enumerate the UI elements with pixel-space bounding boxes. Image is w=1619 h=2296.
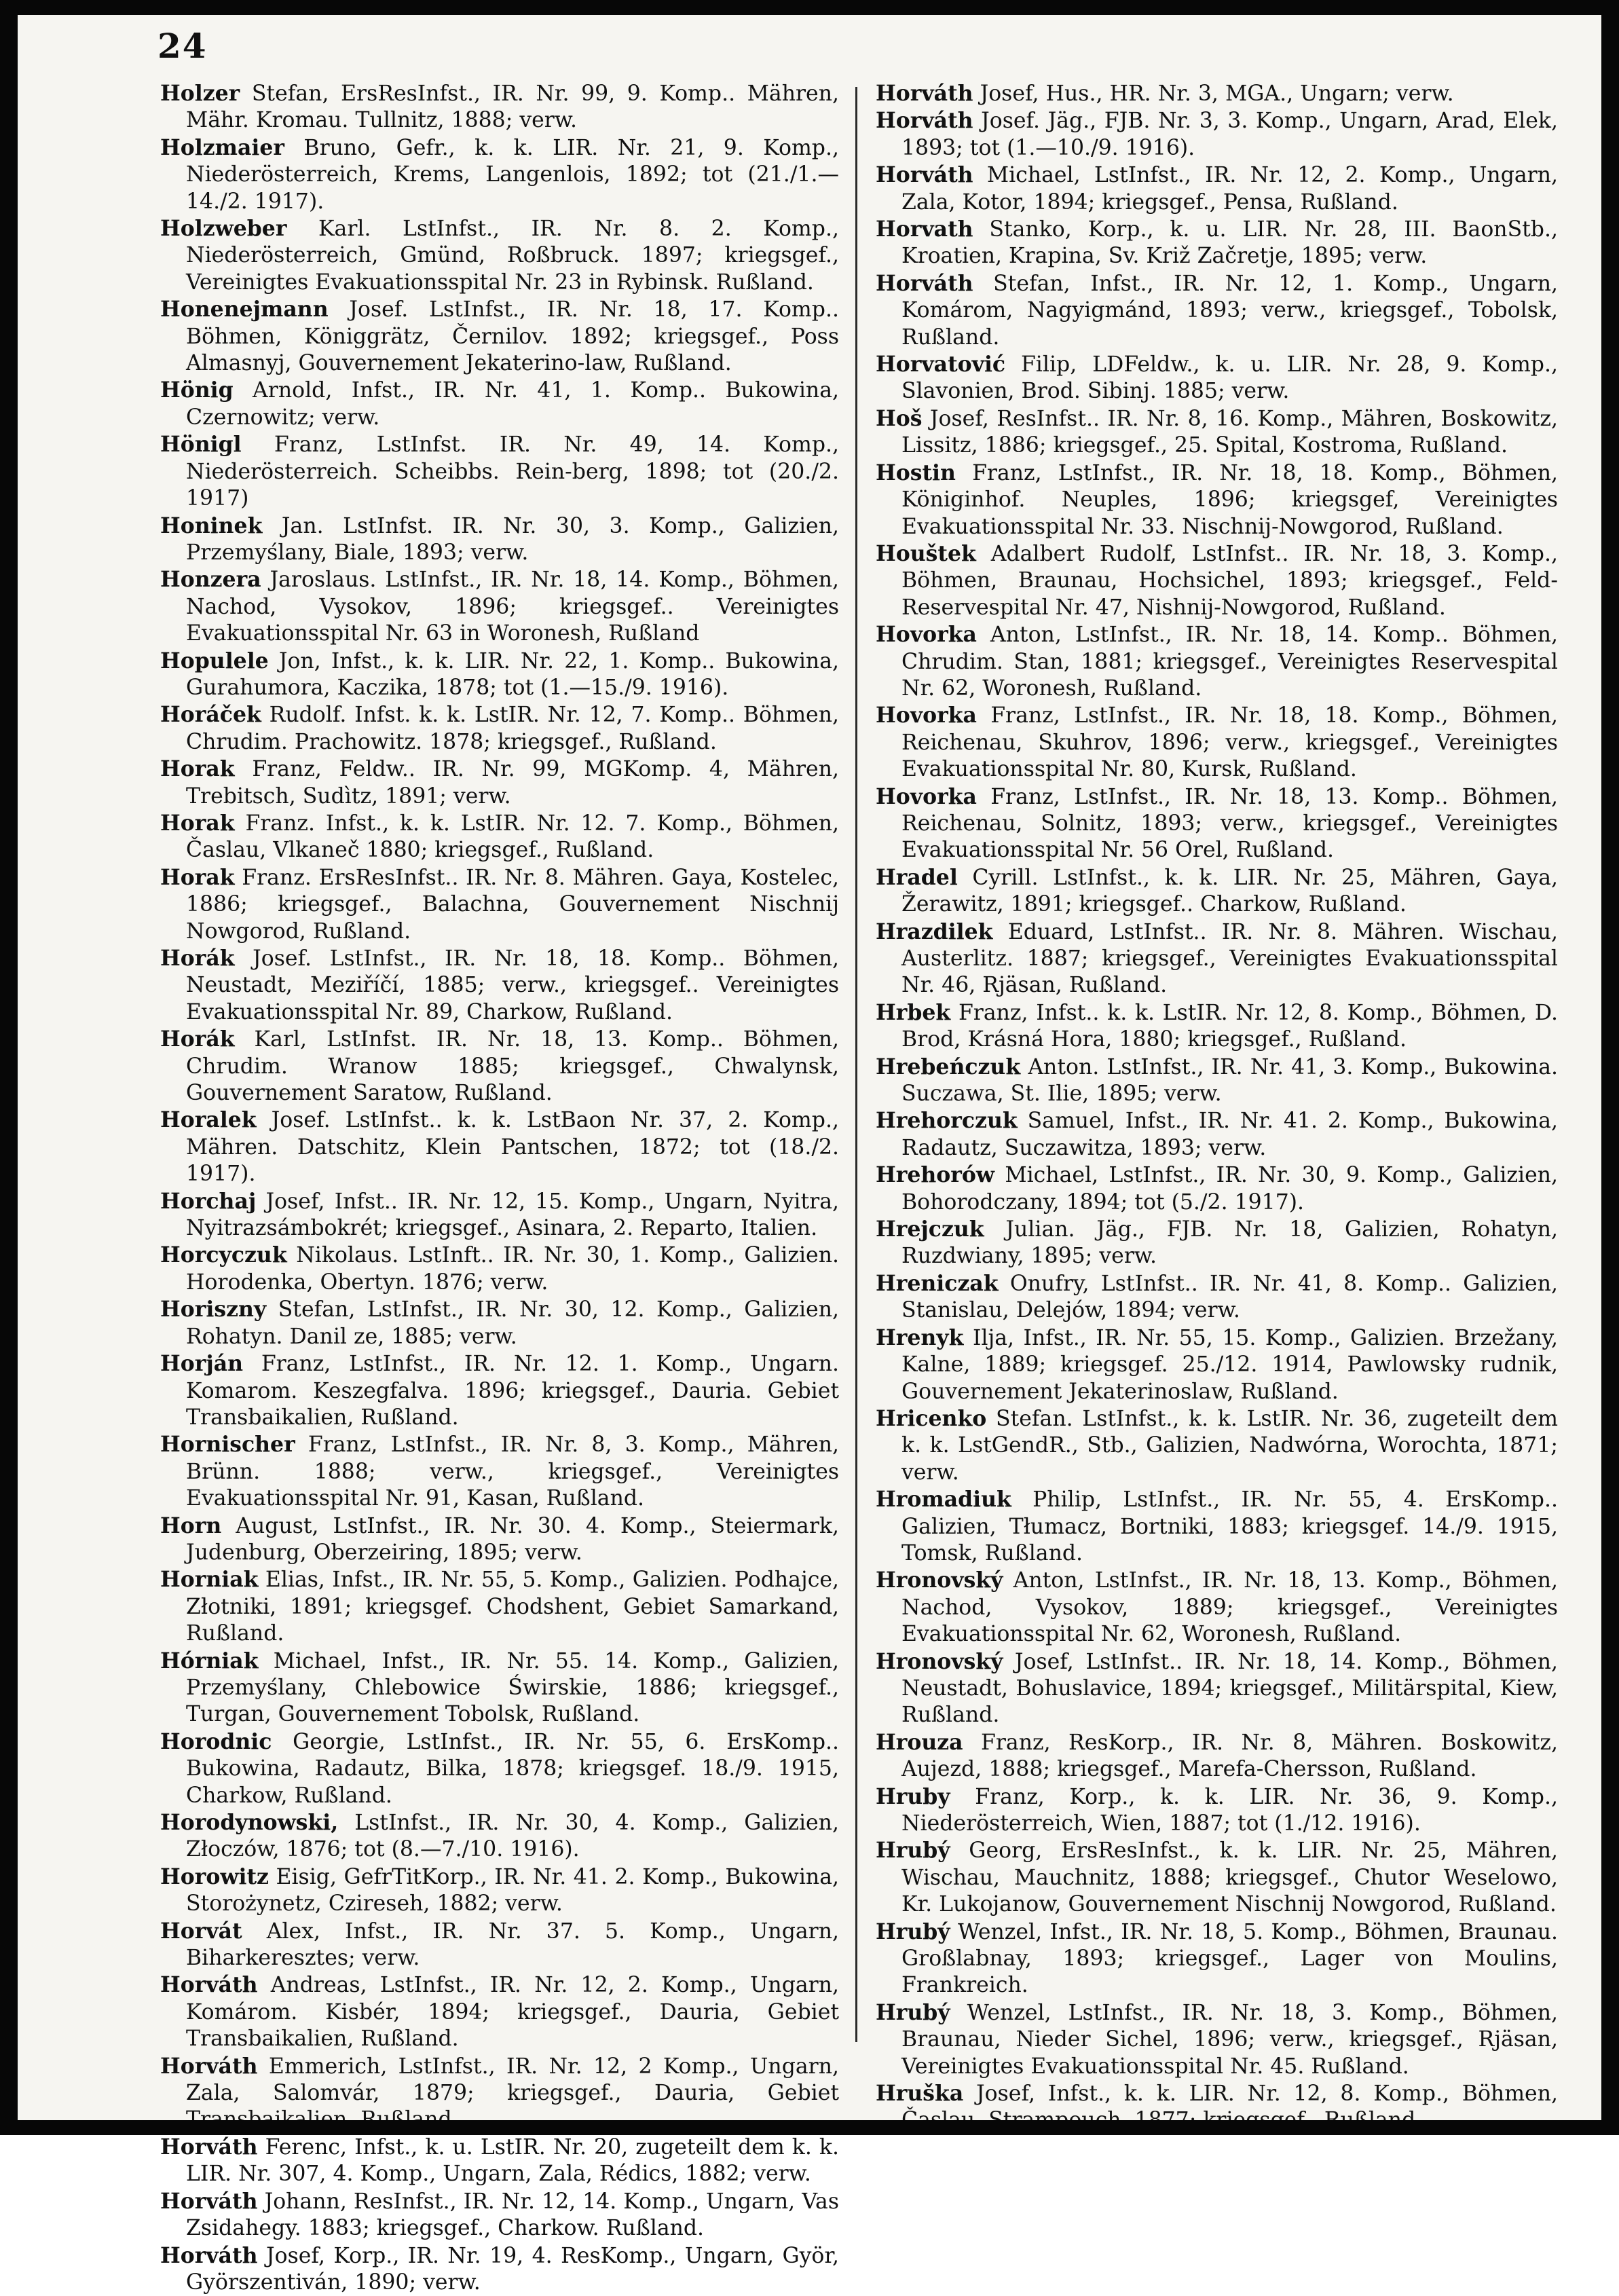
list-entry (876, 1837, 1558, 1918)
entry-details: Franz, Korp., k. k. LIR. Nr. 36, 9. Komp., Niederösterreich, Wien, 1887; tot (1./12. 1916). (901, 1785, 1558, 1836)
entry-name: Hreniczak (876, 1271, 999, 1296)
entry-details: Arnold, Infst., IR. Nr. 41, 1. Komp.. Bukowina, Czernowitz; verw. (186, 378, 839, 429)
list-entry (876, 621, 1558, 702)
entry-details: Georg, ErsResInfst., k. k. LIR. Nr. 25, Mähren, Wischau, Mauchnitz, 1888; kriegsgef., Chutor Weselowo, Kr. Lukojanow, Gouvernement Nischnij Nowgorod, Rußland. (901, 1838, 1558, 1917)
entry-details: Rudolf. Infst. k. k. LstIR. Nr. 12, 7. Komp.. Böhmen, Chrudim. Prachowitz. 1878; kriegsgef., Rußland. (186, 703, 839, 754)
entry-name: Hrbek (876, 1000, 950, 1025)
list-entry (876, 1999, 1558, 2080)
entry-details: Anton, LstInfst., IR. Nr. 18, 13. Komp., Böhmen, Nachod, Vysokov, 1889; kriegsgef., Vereinigtes Evakuationsspital Nr. 62, Woronesh, Rußland. (901, 1568, 1558, 1646)
entry-name: Horak (160, 756, 235, 781)
entry-details: August, LstInfst., IR. Nr. 30. 4. Komp., Steiermark, Judenburg, Oberzeiring, 1895; verw. (186, 1514, 839, 1565)
list-entry (876, 540, 1558, 621)
entry-details: Philip, LstInfst., IR. Nr. 55, 4. ErsKomp.. Galizien, Tłumacz, Bortniki, 1883; kriegsgef. 14./9. 1915, Tomsk, Rußland. (901, 1487, 1558, 1566)
entry-details: Stefan, Infst., IR. Nr. 12, 1. Komp., Ungarn, Komárom, Nagyigmánd, 1893; verw., kriegsgef., Tobolsk, Rußland. (901, 272, 1558, 350)
entry-details: Franz. Infst., k. k. LstIR. Nr. 12. 7. Komp., Böhmen, Časlau, Vlkaneč 1880; kriegsgef., Rußland. (186, 811, 839, 862)
entry-details: Jan. LstInfst. IR. Nr. 30, 3. Komp., Galizien, Przemyślany, Biale, 1893; verw. (186, 514, 839, 565)
entry-name: Horváth (160, 2054, 258, 2079)
list-entry (160, 1648, 839, 1728)
entry-name: Horvatović (876, 352, 1005, 377)
entry-name: Horn (160, 1513, 221, 1538)
list-entry (160, 2188, 839, 2242)
entry-details: Elias, Infst., IR. Nr. 55, 5. Komp., Galizien. Podhajce, Złotniki, 1891; kriegsgef. Chodshent, Gebiet Samarkand, Rußland. (186, 1568, 839, 1646)
entry-name: Horodnic (160, 1729, 272, 1754)
entry-details: Anton. LstInfst., IR. Nr. 41, 3. Komp., Bukowina. Suczawa, St. Ilie, 1895; verw. (901, 1055, 1558, 1106)
entry-details: Samuel, Infst., IR. Nr. 41. 2. Komp., Bukowina, Radautz, Suczawitza, 1893; verw. (901, 1109, 1558, 1160)
entry-name: Holzer (160, 81, 240, 106)
entry-name: Hovorka (876, 784, 977, 809)
entry-name: Horcyczuk (160, 1242, 287, 1267)
entry-details: Franz, LstInfst., IR. Nr. 18, 18. Komp., Böhmen, Reichenau, Skuhrov, 1896; verw., kriegsgef., Vereinigtes Evakuationsspital Nr. 80, Kursk, Rußland. (901, 703, 1558, 781)
list-entry (160, 1350, 839, 1431)
entry-name: Horváth (876, 162, 973, 187)
entry-name: Hönigl (160, 432, 242, 457)
list-entry (876, 270, 1558, 351)
left-column (160, 80, 839, 2296)
list-entry (160, 2134, 839, 2188)
entry-details: Karl, LstInfst. IR. Nr. 18, 13. Komp.. Böhmen, Chrudim. Wranow 1885; kriegsgef., Chwalynsk, Gouvernement Saratow, Rußland. (186, 1027, 839, 1105)
entry-details: Bruno, Gefr., k. k. LIR. Nr. 21, 9. Komp., Niederösterreich, Krems, Langenlois, 1892; tot (21./1.—14./2. 1917). (186, 136, 839, 214)
entry-details: Eisig, GefrTitKorp., IR. Nr. 41. 2. Komp., Bukowina, Storożynetz, Czireseh, 1882; verw. (186, 1865, 839, 1916)
entry-details: Franz, Feldw.. IR. Nr. 99, MGKomp. 4, Mähren, Trebitsch, Sudìtz, 1891; verw. (186, 757, 839, 808)
entry-details: Ferenc, Infst., k. u. LstIR. Nr. 20, zugeteilt dem k. k. LIR. Nr. 307, 4. Komp., Ungarn, Zala, Rédics, 1882; verw. (186, 2135, 839, 2186)
entry-name: Horváth (160, 1972, 258, 1997)
entry-name: Horalek (160, 1107, 257, 1132)
entry-name: Horák (160, 1026, 235, 1052)
entry-name: Horak (160, 811, 235, 836)
entry-name: Hrehorczuk (876, 1108, 1018, 1133)
list-entry (876, 80, 1558, 107)
list-entry (160, 864, 839, 945)
entry-name: Hronovský (876, 1649, 1003, 1674)
entry-details: Franz, LstInfst., IR. Nr. 8, 3. Komp., Mähren, Brünn. 1888; verw., kriegsgef., Vereinigtes Evakuationsspital Nr. 91, Kasan, Rußland. (186, 1432, 839, 1511)
entry-name: Hrejczuk (876, 1217, 984, 1242)
entry-details: Johann, ResInfst., IR. Nr. 12, 14. Komp., Ungarn, Vas Zsidahegy. 1883; kriegsgef., Charkow. Rußland. (186, 2189, 839, 2240)
list-entry (876, 1054, 1558, 1108)
entry-name: Horvath (876, 217, 973, 242)
entry-details: Franz, LstInfst., IR. Nr. 18, 18. Komp., Böhmen, Königinhof. Neuples, 1896; kriegsgef, Vereinigtes Evakuationsspital Nr. 33. Nischnij-Nowgorod, Rußland. (901, 461, 1558, 539)
entry-details: Julian. Jäg., FJB. Nr. 18, Galizien, Rohatyn, Ruzdwiany, 1895; verw. (901, 1217, 1558, 1268)
entry-details: Franz, ResKorp., IR. Nr. 8, Mähren. Boskowitz, Aujezd, 1888; kriegsgef., Marefa-Chersson, Rußland. (901, 1730, 1558, 1781)
list-entry (160, 215, 839, 296)
entry-details: Stefan, LstInfst., IR. Nr. 30, 12. Komp., Galizien, Rohatyn. Danil ze, 1885; verw. (186, 1297, 839, 1348)
page-number: 24 (157, 26, 208, 66)
list-entry (160, 1242, 839, 1296)
list-entry (876, 1783, 1558, 1838)
entry-name: Hrouza (876, 1730, 963, 1755)
entry-name: Horváth (876, 271, 973, 296)
entry-name: Hromadiuk (876, 1487, 1011, 1512)
entry-details: Onufry, LstInfst.. IR. Nr. 41, 8. Komp.. Galizien, Stanislau, Delejów, 1894; verw. (901, 1272, 1558, 1322)
list-entry (160, 1918, 839, 1972)
entry-details: Josef, ResInfst.. IR. Nr. 8, 16. Komp., Mähren, Boskowitz, Lissitz, 1886; kriegsgef., 25. Spital, Kostroma, Rußland. (901, 407, 1558, 458)
entry-name: Horváth (876, 81, 973, 106)
list-entry (876, 864, 1558, 919)
entry-name: Hruška (876, 2081, 963, 2106)
entry-name: Horáček (160, 702, 261, 727)
entry-details: Eduard, LstInfst.. IR. Nr. 8. Mähren. Wischau, Austerlitz. 1887; kriegsgef., Vereinigtes Evakuationsspital Nr. 46, Rjäsan, Rußland. (901, 920, 1558, 998)
list-entry (876, 162, 1558, 216)
entry-details: Anton, LstInfst., IR. Nr. 18, 14. Komp.. Böhmen, Chrudim. Stan, 1881; kriegsgef., Vereinigtes Reservespital Nr. 62, Woronesh, Rußland. (901, 623, 1558, 701)
entry-name: Hronovský (876, 1568, 1003, 1593)
entry-name: Hornischer (160, 1432, 295, 1457)
entry-details: Josef, Hus., HR. Nr. 3, MGA., Ungarn; verw. (980, 81, 1454, 106)
list-entry (160, 2242, 839, 2296)
entry-details: Andreas, LstInfst., IR. Nr. 12, 2. Komp., Ungarn, Komárom. Kisbér, 1894; kriegsgef., Dauria, Gebiet Transbaikalien, Rußland. (186, 1973, 839, 2051)
entry-details: Michael, LstInfst., IR. Nr. 12, 2. Komp., Ungarn, Zala, Kotor, 1894; kriegsgef., Pensa, Rußland. (901, 163, 1558, 214)
entry-details: Michael, Infst., IR. Nr. 55. 14. Komp., Galizien, Przemyślany, Chlebowice Świrskie, 1886; kriegsgef., Turgan, Gouvernement Tobolsk, Rußland. (186, 1649, 839, 1727)
entry-name: Horvát (160, 1919, 242, 1944)
entry-name: Hrehorów (876, 1162, 994, 1187)
list-entry (876, 2080, 1558, 2134)
list-entry (160, 566, 839, 647)
list-entry (160, 945, 839, 1026)
list-entry (160, 1864, 839, 1918)
entry-details: Josef, Infst., k. k. LIR. Nr. 12, 8. Komp., Böhmen, Časlau, Strampouch, 1877; kriegsgef., Rußland. (901, 2081, 1558, 2132)
right-column (876, 80, 1558, 2134)
entry-name: Horchaj (160, 1189, 256, 1214)
entry-details: Franz, LstInfst., IR. Nr. 12. 1. Komp., Ungarn. Komarom. Keszegfalva. 1896; kriegsgef., Dauria. Gebiet Transbaikalien, Rußland. (186, 1352, 839, 1430)
entry-details: Josef. LstInfst., IR. Nr. 18, 18. Komp.. Böhmen, Neustadt, Meziříčí, 1885; verw., kriegsgef.. Vereinigtes Evakuationsspital Nr. 89, Charkow, Rußland. (186, 946, 839, 1024)
entry-name: Horiszny (160, 1297, 266, 1322)
list-entry (876, 1325, 1558, 1405)
list-entry (876, 460, 1558, 540)
entry-name: Hopulele (160, 648, 269, 673)
entry-name: Hradel (876, 865, 958, 890)
list-entry (160, 756, 839, 810)
list-entry (876, 405, 1558, 460)
entry-name: Horodynowski, (160, 1810, 338, 1835)
list-entry (160, 1431, 839, 1512)
entry-name: Horváth (160, 2243, 258, 2268)
entry-details: Karl. LstInfst., IR. Nr. 8. 2. Komp., Niederösterreich, Gmünd, Roßbruck. 1897; kriegsgef., Vereinigtes Evakuationsspital Nr. 23 in Rybinsk. Rußland. (186, 217, 839, 295)
entry-name: Horváth (160, 2189, 258, 2214)
list-entry (876, 1162, 1558, 1216)
list-entry (160, 1026, 839, 1107)
entry-name: Hönig (160, 377, 234, 403)
entry-details: Franz, LstInfst., IR. Nr. 18, 13. Komp.. Böhmen, Reichenau, Solnitz, 1893; verw., kriegsgef., Vereinigtes Evakuationsspital Nr. 56 Orel, Rußland. (901, 785, 1558, 863)
entry-name: Hrenyk (876, 1325, 963, 1350)
entry-name: Horján (160, 1351, 243, 1376)
list-entry (160, 1809, 839, 1864)
list-entry (876, 1270, 1558, 1325)
entry-name: Hostin (876, 460, 956, 485)
entry-name: Holzmaier (160, 135, 284, 160)
list-entry (160, 1728, 839, 1809)
entry-details: Stefan, ErsResInfst., IR. Nr. 99, 9. Komp.. Mähren, Mähr. Kromau. Tullnitz, 1888; verw. (186, 81, 839, 132)
list-entry (160, 1296, 839, 1350)
list-entry (160, 296, 839, 377)
entry-name: Hrebeńczuk (876, 1054, 1020, 1079)
list-entry (876, 1567, 1558, 1648)
entry-details: Jaroslaus. LstInfst., IR. Nr. 18, 14. Komp., Böhmen, Nachod, Vysokov, 1896; kriegsgef.. Vereinigtes Evakuationsspital Nr. 63 in Woronesh, Rußland (186, 568, 839, 646)
entry-details: LstInfst., IR. Nr. 30, 4. Komp., Galizien, Złoczów, 1876; tot (8.—7./10. 1916). (186, 1811, 839, 1862)
entry-details: Josef. LstInfst., IR. Nr. 18, 17. Komp.. Böhmen, Königgrätz, Černilov. 1892; kriegsgef., Poss Almasnyj, Gouvernement Jekaterino-law, Rußland. (186, 297, 839, 375)
list-entry (160, 1971, 839, 2052)
list-entry (160, 1188, 839, 1242)
list-entry (160, 1513, 839, 1567)
list-entry (876, 351, 1558, 405)
entry-details: Alex, Infst., IR. Nr. 37. 5. Komp., Ungarn, Biharkeresztes; verw. (186, 1919, 839, 1970)
list-entry (876, 1919, 1558, 1999)
entry-details: Franz, LstInfst. IR. Nr. 49, 14. Komp., Niederösterreich. Scheibbs. Rein-berg, 1898; tot (20./2. 1917) (186, 432, 839, 511)
entry-details: Filip, LDFeldw., k. u. LIR. Nr. 28, 9. Komp., Slavonien, Brod. Sibinj. 1885; verw. (901, 352, 1558, 403)
list-entry (876, 702, 1558, 783)
list-entry (160, 134, 839, 215)
entry-name: Horváth (160, 2134, 258, 2160)
list-entry (876, 1405, 1558, 1486)
entry-details: Cyrill. LstInfst., k. k. LIR. Nr. 25, Mähren, Gaya, Žerawitz, 1891; kriegsgef.. Charkow, Rußland. (901, 866, 1558, 916)
entry-details: Georgie, LstInfst., IR. Nr. 55, 6. ErsKomp.. Bukowina, Radautz, Bilka, 1878; kriegsgef. 18./9. 1915, Charkow, Rußland. (186, 1730, 839, 1808)
entry-name: Horak (160, 865, 235, 890)
list-entry (160, 377, 839, 431)
entry-details: Josef. LstInfst.. k. k. LstBaon Nr. 37, 2. Komp., Mähren. Datschitz, Klein Pantschen, 1872; tot (18./2. 1917). (186, 1108, 839, 1186)
entry-details: Wenzel, Infst., IR. Nr. 18, 5. Komp., Böhmen, Braunau. Großlabnay, 1893; kriegsgef., Lager von Moulins, Frankreich. (901, 1920, 1558, 1998)
entry-name: Hovorka (876, 622, 977, 647)
entry-name: Honzera (160, 567, 261, 592)
entry-details: Franz. ErsResInfst.. IR. Nr. 8. Mähren. Gaya, Kostelec, 1886; kriegsgef., Balachna, Gouvernement Nischnij Nowgorod, Rußland. (186, 866, 839, 944)
list-entry (160, 648, 839, 702)
list-entry (876, 216, 1558, 270)
entry-details: Jon, Infst., k. k. LIR. Nr. 22, 1. Komp.. Bukowina, Gurahumora, Kaczika, 1878; tot (1.—15./9. 1916). (186, 649, 839, 700)
list-entry (876, 107, 1558, 162)
entry-details: Ilja, Infst., IR. Nr. 55, 15. Komp., Galizien. Brzežany, Kalne, 1889; kriegsgef. 25./12. 1914, Pawlowsky rudnik, Gouvernement Jekaterinoslaw, Rußland. (901, 1326, 1558, 1404)
entry-details: Josef, Korp., IR. Nr. 19, 4. ResKomp., Ungarn, Györ, Györszentiván, 1890; verw. (186, 2244, 839, 2295)
entry-name: Hricenko (876, 1406, 986, 1431)
list-entry (876, 999, 1558, 1054)
entry-details: Wenzel, LstInfst., IR. Nr. 18, 3. Komp., Böhmen, Braunau, Nieder Sichel, 1896; verw., kriegsgef., Rjäsan, Vereinigtes Evakuationsspital Nr. 45. Rußland. (901, 2001, 1558, 2079)
entry-details: Josef. Jäg., FJB. Nr. 3, 3. Komp., Ungarn, Arad, Elek, 1893; tot (1.—10./9. 1916). (901, 109, 1558, 160)
entry-name: Honenejmann (160, 297, 329, 322)
entry-details: Stanko, Korp., k. u. LIR. Nr. 28, III. BaonStb., Kroatien, Krapina, Sv. Križ Začretje, 1895; verw. (901, 217, 1558, 268)
list-entry (876, 1729, 1558, 1783)
entry-details: Michael, LstInfst., IR. Nr. 30, 9. Komp., Galizien, Bohorodczany, 1894; tot (5./2. 1917). (901, 1163, 1558, 1214)
list-entry (160, 810, 839, 864)
entry-name: Hoš (876, 406, 923, 431)
entry-name: Hrubý (876, 1919, 950, 1944)
column-divider (855, 87, 857, 2042)
entry-name: Hrazdilek (876, 919, 992, 944)
list-entry (876, 919, 1558, 999)
entry-details: Franz, Infst.. k. k. LstIR. Nr. 12, 8. Komp., Böhmen, D. Brod, Krásná Hora, 1880; kriegsgef., Rußland. (901, 1001, 1558, 1052)
entry-details: Adalbert Rudolf, LstInfst.. IR. Nr. 18, 3. Komp., Böhmen, Braunau, Hochsichel, 1893; kriegsgef., Feld-Reservespital Nr. 47, Nishnij-Nowgorod, Rußland. (901, 542, 1558, 620)
list-entry (876, 783, 1558, 864)
entry-name: Houštek (876, 541, 976, 566)
entry-name: Hrubý (876, 2000, 950, 2025)
entry-name: Horniak (160, 1567, 258, 1592)
list-entry (160, 2053, 839, 2134)
entry-name: Hórniak (160, 1648, 258, 1673)
entry-name: Horák (160, 946, 235, 971)
entry-name: Holzweber (160, 216, 286, 241)
entry-details: Emmerich, LstInfst., IR. Nr. 12, 2 Komp., Ungarn, Zala, Salomvár, 1879; kriegsgef., Dauria, Gebiet Transbaikalien, Rußland. (186, 2054, 839, 2132)
list-entry (876, 1648, 1558, 1729)
list-entry (160, 513, 839, 567)
entry-name: Hruby (876, 1784, 950, 1809)
entry-details: Nikolaus. LstInft.. IR. Nr. 30, 1. Komp., Galizien. Horodenka, Obertyn. 1876; verw. (186, 1243, 839, 1294)
list-entry (876, 1216, 1558, 1270)
entry-details: Josef, LstInfst.. IR. Nr. 18, 14. Komp., Böhmen, Neustadt, Bohuslavice, 1894; kriegsgef., Militärspital, Kiew, Rußland. (901, 1650, 1558, 1728)
list-entry (876, 1486, 1558, 1567)
entry-name: Hrubý (876, 1838, 950, 1863)
entry-name: Honinek (160, 513, 262, 538)
entry-details: Josef, Infst.. IR. Nr. 12, 15. Komp., Ungarn, Nyitra, Nyitrazsámbokrét; kriegsgef., Asinara, 2. Reparto, Italien. (186, 1189, 839, 1240)
entry-name: Horváth (876, 108, 973, 133)
entry-name: Hovorka (876, 703, 977, 728)
list-entry (160, 1566, 839, 1647)
list-entry (160, 1107, 839, 1187)
list-entry (160, 431, 839, 512)
list-entry (160, 701, 839, 756)
entry-details: Stefan. LstInfst., k. k. LstIR. Nr. 36, zugeteilt dem k. k. LstGendR., Stb., Galizien, Nadwórna, Worochta, 1871; verw. (901, 1407, 1558, 1485)
entry-name: Horowitz (160, 1864, 269, 1889)
list-entry (160, 80, 839, 134)
list-entry (876, 1107, 1558, 1162)
